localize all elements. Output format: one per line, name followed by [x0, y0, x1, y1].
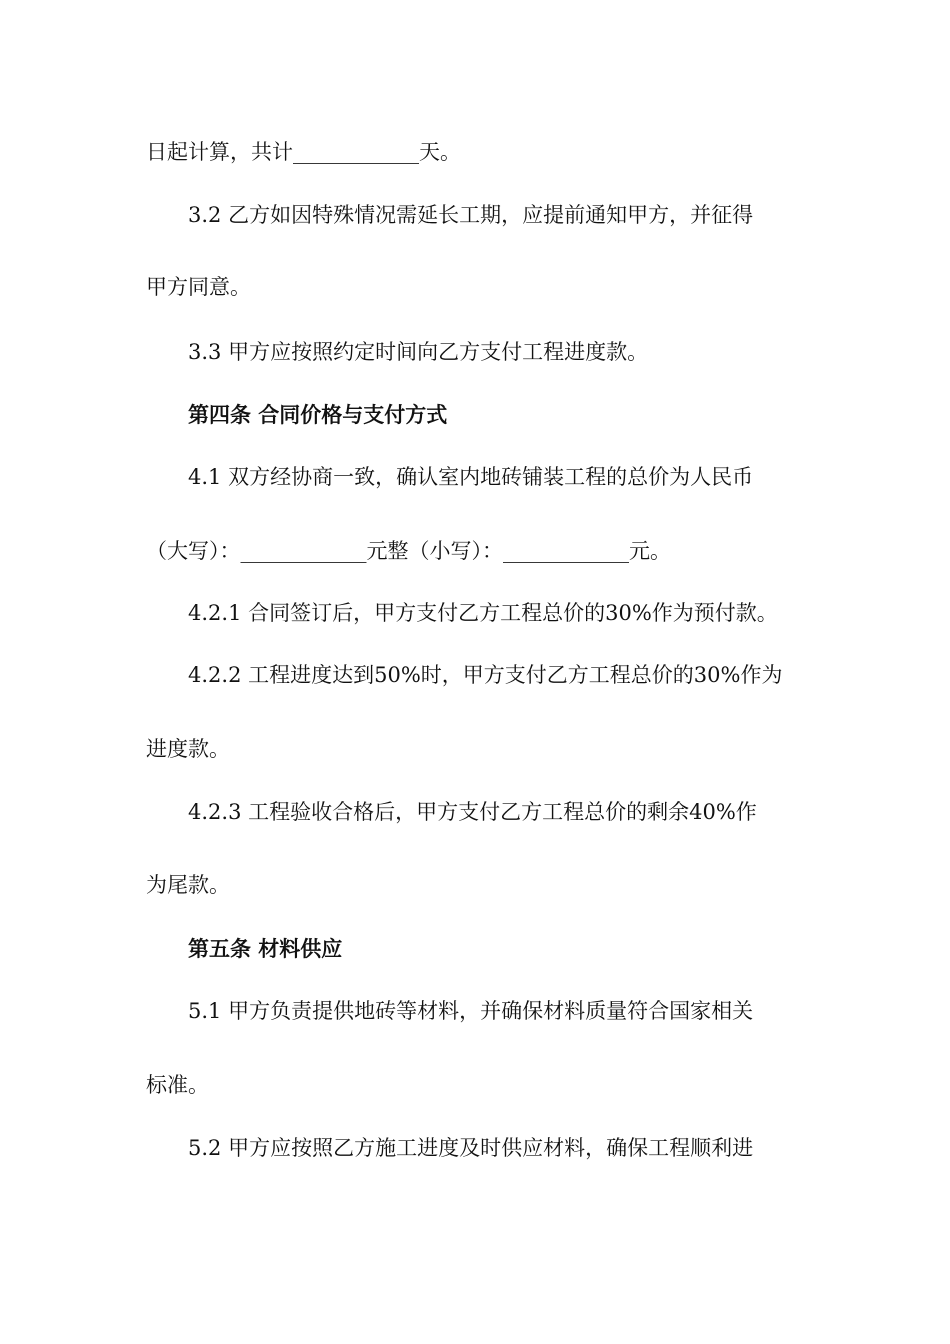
clause-3-2: 3.2 乙方如因特殊情况需延长工期，应提前通知甲方，并征得 [188, 203, 754, 227]
paragraph-line: （大写）：____________元整（小写）：____________元。 [146, 539, 671, 563]
paragraph-line: 为尾款。 [146, 873, 230, 897]
paragraph-line: 进度款。 [146, 737, 230, 761]
section-heading-4: 第四条 合同价格与支付方式 [188, 403, 448, 427]
clause-5-2: 5.2 甲方应按照乙方施工进度及时供应材料，确保工程顺利进 [188, 1136, 754, 1160]
paragraph-line: 标准。 [146, 1073, 209, 1097]
clause-4-1: 4.1 双方经协商一致，确认室内地砖铺装工程的总价为人民币 [188, 465, 754, 489]
clause-4-2-2: 4.2.2 工程进度达到50%时，甲方支付乙方工程总价的30%作为 [188, 663, 783, 687]
clause-4-2-1: 4.2.1 合同签订后，甲方支付乙方工程总价的30%作为预付款。 [188, 601, 778, 625]
section-heading-5: 第五条 材料供应 [188, 937, 343, 961]
paragraph-line: 日起计算，共计____________天。 [146, 140, 461, 164]
clause-4-2-3: 4.2.3 工程验收合格后，甲方支付乙方工程总价的剩余40%作 [188, 800, 757, 824]
clause-5-1: 5.1 甲方负责提供地砖等材料，并确保材料质量符合国家相关 [188, 999, 754, 1023]
clause-3-3: 3.3 甲方应按照约定时间向乙方支付工程进度款。 [188, 340, 649, 364]
paragraph-line: 甲方同意。 [146, 275, 251, 299]
